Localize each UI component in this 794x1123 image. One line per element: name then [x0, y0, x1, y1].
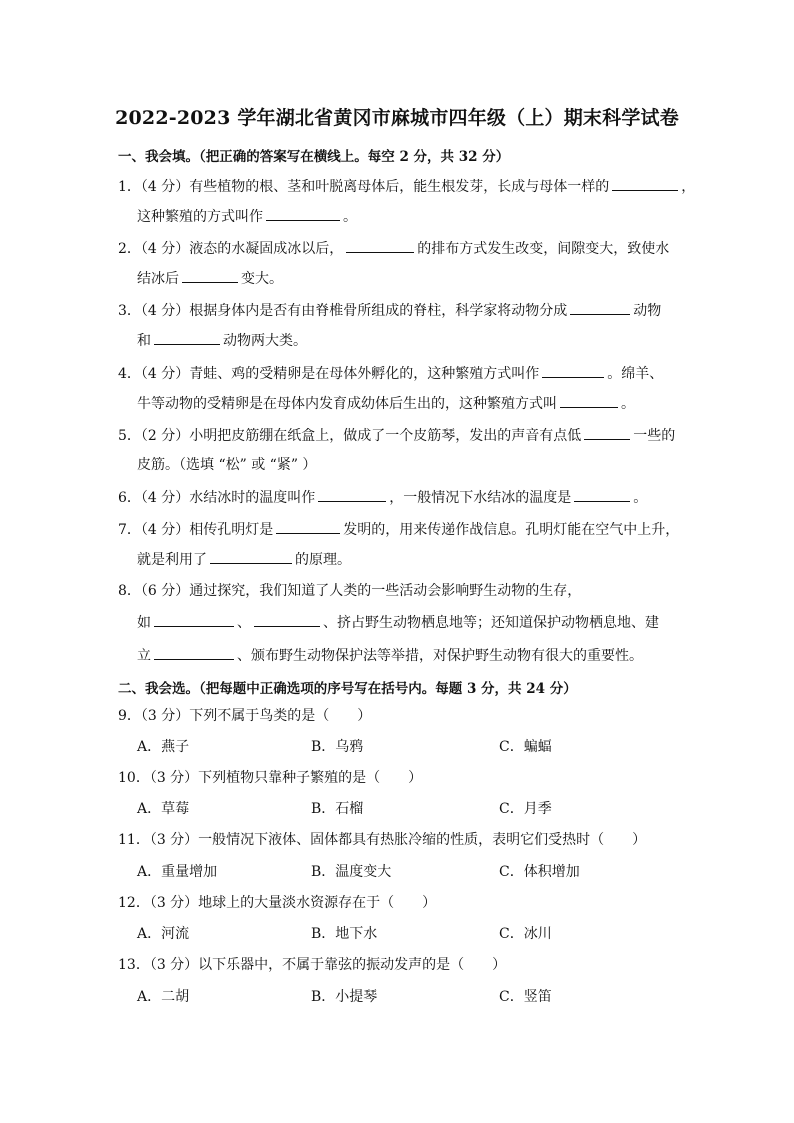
answer-blank[interactable]: [560, 393, 618, 408]
option-c[interactable]: C．冰川: [499, 926, 552, 942]
question-2-line-2: 结冰后 变大。: [137, 268, 283, 289]
option-c[interactable]: C．体积增加: [499, 864, 580, 880]
answer-blank[interactable]: [542, 363, 604, 378]
answer-blank[interactable]: [154, 645, 234, 660]
question-8-line-2: 如 、 、挤占野生动物栖息地等；还知道保护动物栖息地、建: [137, 612, 659, 633]
answer-blank[interactable]: [154, 330, 220, 345]
option-b[interactable]: B．石榴: [311, 801, 364, 817]
question-12-stem: 12．（3 分）地球上的大量淡水资源存在于（ ）: [118, 895, 437, 911]
option-b[interactable]: B．温度变大: [311, 864, 392, 880]
question-1-line-2: 这种繁殖的方式叫作 。: [137, 206, 357, 227]
option-a[interactable]: A．二胡: [137, 989, 190, 1005]
question-13-stem: 13．（3 分）以下乐器中，不属于靠弦的振动发声的是（ ）: [118, 957, 507, 973]
answer-blank[interactable]: [570, 300, 630, 315]
question-10-stem: 10．（3 分）下列植物只靠种子繁殖的是（ ）: [118, 770, 423, 786]
option-a[interactable]: A．河流: [137, 926, 190, 942]
section-heading-fill: 一、我会填。（把正确的答案写在横线上。每空 2 分，共 32 分）: [118, 149, 510, 165]
question-3-line-2: 和 动物两大类。: [137, 330, 307, 351]
answer-blank[interactable]: [574, 487, 630, 502]
question-7-line-1: 7．（4 分）相传孔明灯是 发明的，用来传递作战信息。孔明灯能在空气中上升，: [118, 519, 679, 540]
question-4-line-2: 牛等动物的受精卵是在母体内发育成幼体后生出的，这种繁殖方式叫 。: [137, 393, 635, 414]
question-5-line-2: 皮筋。（选填 “松” 或 “紧” ）: [137, 457, 317, 473]
answer-blank[interactable]: [266, 206, 340, 221]
option-b[interactable]: B．乌鸦: [311, 739, 364, 755]
answer-blank[interactable]: [346, 238, 414, 253]
option-b[interactable]: B．小提琴: [311, 989, 378, 1005]
option-c[interactable]: C．月季: [499, 801, 552, 817]
option-c[interactable]: C．蝙蝠: [499, 739, 552, 755]
question-2-line-1: 2．（4 分）液态的水凝固成冰以后， 的排布方式发生改变，间隙变大，致使水: [118, 238, 669, 259]
answer-blank[interactable]: [318, 487, 386, 502]
question-6-line-1: 6．（4 分）水结冰时的温度叫作 ，一般情况下水结冰的温度是 。: [118, 487, 647, 508]
answer-blank[interactable]: [154, 612, 234, 627]
question-8-line-3: 立 、颁布野生动物保护法等举措，对保护野生动物有很大的重要性。: [137, 645, 643, 666]
question-4-line-1: 4．（4 分）青蛙、鸡的受精卵是在母体外孵化的，这种繁殖方式叫作 。绵羊、: [118, 363, 663, 384]
answer-blank[interactable]: [612, 176, 678, 191]
question-8-line-1: 8．（6 分）通过探究，我们知道了人类的一些活动会影响野生动物的生存，: [118, 583, 582, 599]
question-9-stem: 9．（3 分）下列不属于鸟类的是（ ）: [118, 708, 372, 724]
option-b[interactable]: B．地下水: [311, 926, 378, 942]
question-11-stem: 11．（3 分）一般情况下液体、固体都具有热胀冷缩的性质，表明它们受热时（ ）: [118, 832, 647, 848]
question-3-line-1: 3．（4 分）根据身体内是否有由脊椎骨所组成的脊柱，科学家将动物分成 动物: [118, 300, 661, 321]
page-title: 2022-2023 学年湖北省黄冈市麻城市四年级（上）期末科学试卷: [115, 107, 679, 129]
option-a[interactable]: A．燕子: [137, 739, 190, 755]
answer-blank[interactable]: [210, 549, 292, 564]
question-5-line-1: 5．（2 分）小明把皮筋绷在纸盒上，做成了一个皮筋琴，发出的声音有点低 一些的: [118, 425, 675, 446]
section-heading-choice: 二、我会选。（把每题中正确选项的序号写在括号内。每题 3 分，共 24 分）: [118, 681, 577, 697]
question-7-line-2: 就是利用了 的原理。: [137, 549, 351, 570]
option-a[interactable]: A．重量增加: [137, 864, 218, 880]
option-a[interactable]: A．草莓: [137, 801, 190, 817]
answer-blank[interactable]: [182, 268, 238, 283]
answer-blank[interactable]: [276, 519, 340, 534]
answer-blank[interactable]: [254, 612, 320, 627]
option-c[interactable]: C．竖笛: [499, 989, 552, 1005]
answer-blank[interactable]: [584, 425, 630, 440]
question-1-line-1: 1．（4 分）有些植物的根、茎和叶脱离母体后，能生根发芽，长成与母体一样的 ，: [118, 176, 695, 197]
